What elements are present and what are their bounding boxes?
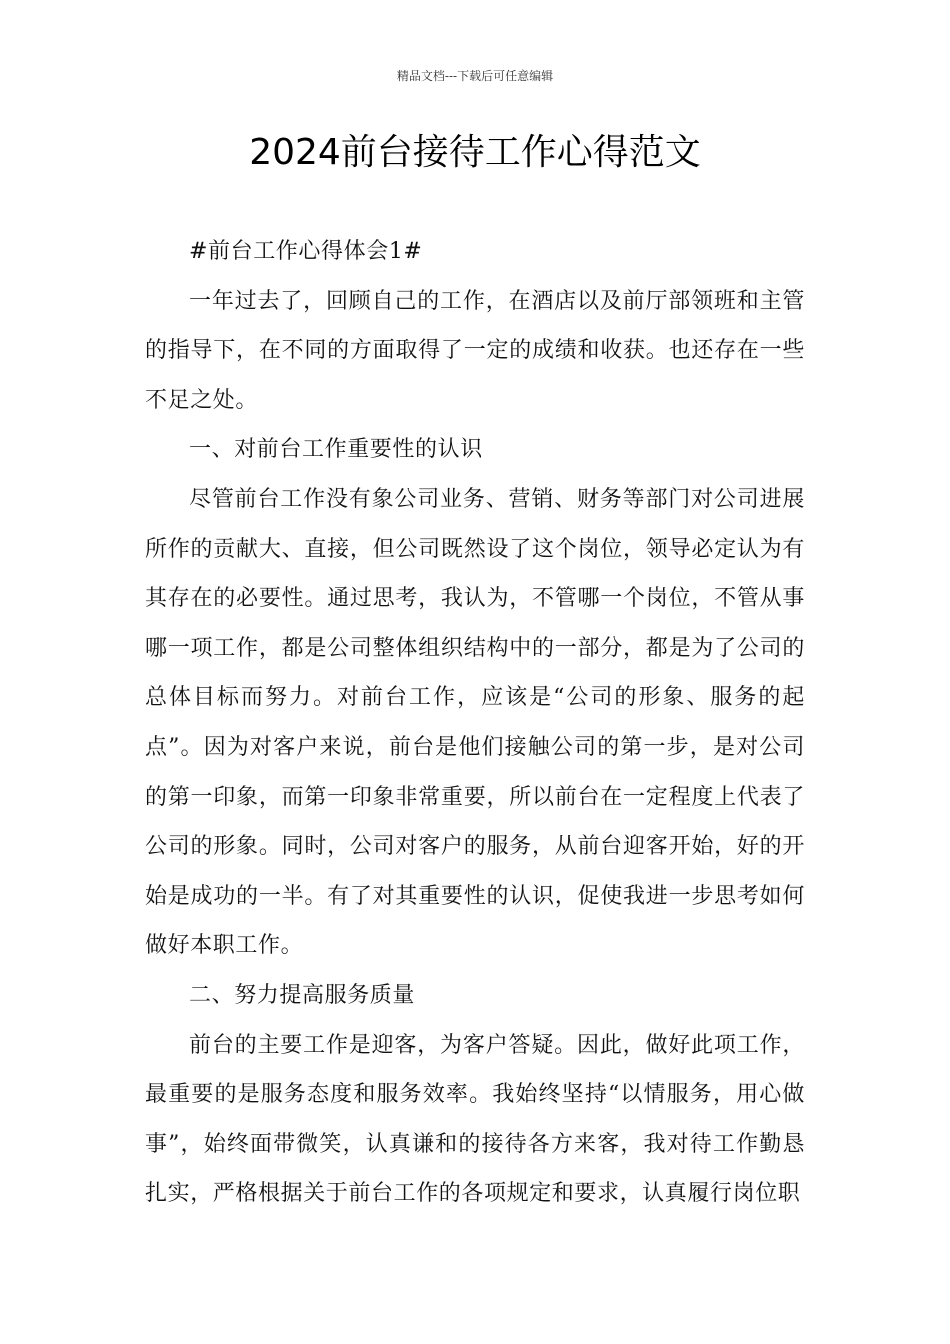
header-note: 精品文档---下载后可任意编辑	[396, 69, 554, 83]
section-heading: 一、对前台工作重要性的认识	[189, 437, 483, 463]
section-heading: 二、努力提高服务质量	[189, 982, 416, 1008]
paragraph: 一年过去了，回顾自己的工作，在酒店以及前厅部领班和主管的指导下，在不同的方面取得了一定的成绩和收获。也还存在一些不足之处。	[145, 288, 805, 413]
section-heading: #前台工作心得体会1#	[189, 239, 423, 264]
paragraph: 尽管前台工作没有象公司业务、营销、财务等部门对公司进展所作的贡献大、直接，但公司既然设了这个岗位，领导必定认为有其存在的必要性。通过思考，我认为，不管哪一个岗位，不管从事哪一项工作，都是公司整体组织结构中的一部分，都是为了公司的总体目标而努力。对前台工作，应该是“公司的形象、服务的起点”。因为对客户来说，前台是他们接触公司的第一步，是对公司的第一印象，而第一印象非常重要，所以前台在一定程度上代表了公司的形象。同时，公司对客户的服务，从前台迎客开始，好的开始是成功的一半。有了对其重要性的认识，促使我进一步思考如何做好本职工作。	[145, 486, 805, 959]
paragraph: 前台的主要工作是迎客，为客户答疑。因此，做好此项工作，最重要的是服务态度和服务效率。我始终坚持“以情服务，用心做事”，始终面带微笑，认真谦和的接待各方来客，我对待工作勤恳扎实，严格根据关于前台工作的各项规定和要求，认真履行岗位职	[145, 1032, 805, 1207]
document-body	[145, 227, 805, 1219]
document-title: 2024前台接待工作心得范文	[249, 132, 701, 173]
